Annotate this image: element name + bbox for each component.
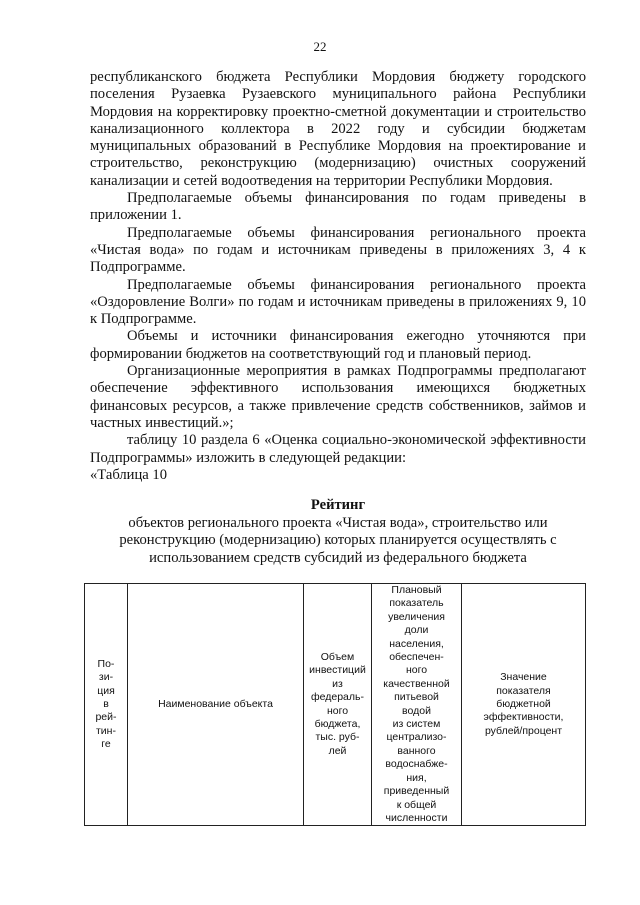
header-planned-indicator: Плановый показатель увеличения доли населения, обеспечен- ного качественной питьевой водой из систем централизо- ванного водоснабже- ния, приведенный к общей численности — [372, 584, 462, 826]
header-position: По- зи- ция в рей- тин- ге — [85, 584, 128, 826]
paragraph-continuation: республиканского бюджета Республики Мордовия бюджету городского поселения Рузаевка Рузаевского муниципального района Республики Мордовия на корректировку проектно-сметной документации и строительство канализационного коллектора в 2022 году и субсидии бюджетам муниципальных образований в Республике Мордовия на проектирование и строительство, реконструкцию (модернизацию) очистных сооружений канализации и сетей водоотведения на территории Республики Мордовия. — [90, 69, 586, 189]
table-header-row — [85, 584, 586, 826]
table-reference: «Таблица 10 — [90, 466, 168, 483]
paragraph-volga: Предполагаемые объемы финансирования регионального проекта «Оздоровление Волги» по годам и источникам приведены в приложениях 9, 10 к Подпрограмме. — [90, 276, 586, 328]
table-subtitle: объектов регионального проекта «Чистая вода», строительство или реконструкцию (модернизацию) которых планируется осуществлять с использованием средств субсидий из федерального бюджета — [119, 514, 557, 566]
header-investment-volume: Объем инвестиций из федераль- ного бюджета, тыс. руб- лей — [304, 584, 372, 826]
table-heading — [90, 497, 586, 567]
paragraph-table-amendment: таблицу 10 раздела 6 «Оценка социально-экономической эффективности Подпрограммы» изложить в следующей редакции: — [90, 432, 586, 466]
rating-table — [84, 583, 586, 826]
document-body — [90, 69, 586, 484]
paragraph-financing-annex: Предполагаемые объемы финансирования по годам приведены в приложении 1. — [90, 190, 586, 224]
paragraph-annual-update: Объемы и источники финансирования ежегодно уточняются при формировании бюджетов на соответствующий год и плановый период. — [90, 328, 586, 362]
table-title: Рейтинг — [310, 497, 366, 513]
header-budget-efficiency: Значение показателя бюджетной эффективности, рублей/процент — [462, 584, 586, 826]
paragraph-organizational: Организационные мероприятия в рамках Подпрограммы предполагают обеспечение эффективного использования имеющихся бюджетных финансовых ресурсов, а также привлечение средств собственников, займов и частных инвестиций.»; — [90, 363, 586, 431]
paragraph-clean-water: Предполагаемые объемы финансирования регионального проекта «Чистая вода» по годам и источникам приведены в приложениях 3, 4 к Подпрограмме. — [90, 224, 586, 276]
page-number: 22 — [313, 39, 327, 54]
header-object-name: Наименование объекта — [128, 584, 304, 826]
